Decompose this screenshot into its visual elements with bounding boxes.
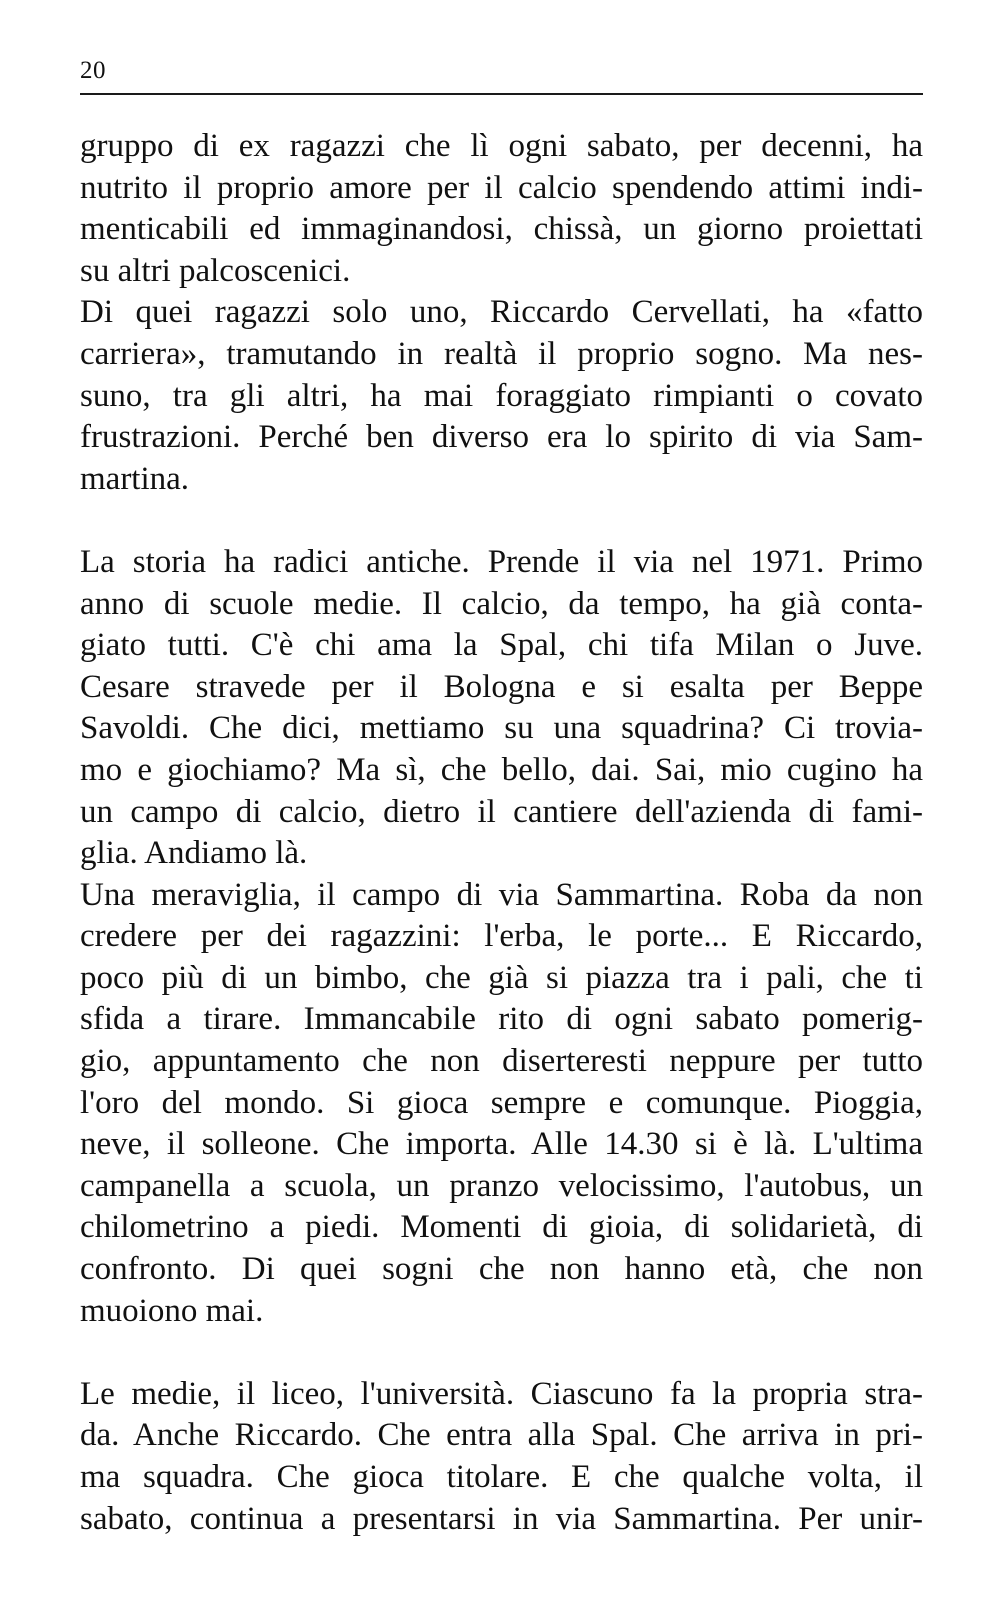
paragraph-4	[80, 875, 923, 1333]
text-line: Una meraviglia, il campo di via Sammartina. Roba da non	[80, 876, 923, 913]
text-line: Le medie, il liceo, l'università. Ciascuno fa la propria stra-	[80, 1375, 923, 1412]
text-line: credere per dei ragazzini: l'erba, le porte... E Riccardo,	[80, 918, 923, 955]
text-line: frustrazioni. Perché ben diverso era lo spirito di via Sam-	[80, 419, 923, 456]
text-line: ma squadra. Che gioca titolare. E che qualche volta, il	[80, 1459, 923, 1495]
text-line: l'oro del mondo. Si gioca sempre e comunque. Pioggia,	[80, 1084, 923, 1121]
text-line: sabato, continua a presentarsi in via Sammartina. Per unir-	[80, 1500, 923, 1537]
text-line: chilometrino a piedi. Momenti di gioia, di solidarietà, di	[80, 1209, 923, 1246]
paragraph-1	[80, 126, 923, 292]
text-line: gio, appuntamento che non diserteresti neppure per tutto	[80, 1043, 923, 1080]
text-line: Savoldi. Che dici, mettiamo su una squadrina? Ci trovia-	[80, 710, 923, 747]
text-line: La storia ha radici antiche. Prende il via nel 1971. Primo	[80, 543, 923, 580]
text-line: anno di scuole medie. Il calcio, da tempo, ha già conta-	[80, 585, 923, 622]
text-line: muoiono mai.	[80, 1292, 264, 1329]
paragraph-spacer	[80, 1332, 923, 1374]
text-line: confronto. Di quei sogni che non hanno età, che non	[80, 1251, 923, 1288]
text-line: su altri palcoscenici.	[80, 252, 351, 289]
text-line: Cesare stravede per il Bologna e si esalta per Beppe	[80, 668, 923, 705]
text-line: suno, tra gli altri, ha mai foraggiato rimpianti o covato	[80, 377, 923, 414]
text-line: da. Anche Riccardo. Che entra alla Spal. Che arriva in pri-	[80, 1417, 923, 1454]
text-line: menticabili ed immaginandosi, chissà, un giorno proiettati	[80, 211, 923, 248]
text-line: campanella a scuola, un pranzo velocissimo, l'autobus, un	[80, 1167, 923, 1204]
text-line: gruppo di ex ragazzi che lì ogni sabato, per decenni, ha	[80, 128, 923, 164]
paragraph-5	[80, 1374, 923, 1540]
text-line: Di quei ragazzi solo uno, Riccardo Cervellati, ha «fatto	[80, 294, 923, 331]
text-line: poco più di un bimbo, che già si piazza tra i pali, che ti	[80, 959, 923, 996]
text-line: nutrito il proprio amore per il calcio spendendo attimi indi-	[80, 169, 923, 206]
text-line: carriera», tramutando in realtà il proprio sogno. Ma nes-	[80, 335, 923, 372]
paragraph-3	[80, 542, 923, 875]
text-line: martina.	[80, 460, 190, 497]
paragraph-2	[80, 292, 923, 500]
header-rule	[80, 93, 923, 95]
text-line: giato tutti. C'è chi ama la Spal, chi tifa Milan o Juve.	[80, 627, 923, 664]
text-line: un campo di calcio, dietro il cantiere dell'azienda di fami-	[80, 793, 923, 830]
body-text	[80, 126, 923, 1540]
text-line: mo e giochiamo? Ma sì, che bello, dai. Sai, mio cugino ha	[80, 751, 923, 788]
text-line: neve, il solleone. Che importa. Alle 14.30 si è là. L'ultima	[80, 1126, 923, 1163]
page-number: 20	[80, 57, 106, 84]
text-line: glia. Andiamo là.	[80, 835, 308, 872]
text-line: sfida a tirare. Immancabile rito di ogni sabato pomerig-	[80, 1001, 923, 1038]
paragraph-spacer	[80, 500, 923, 542]
